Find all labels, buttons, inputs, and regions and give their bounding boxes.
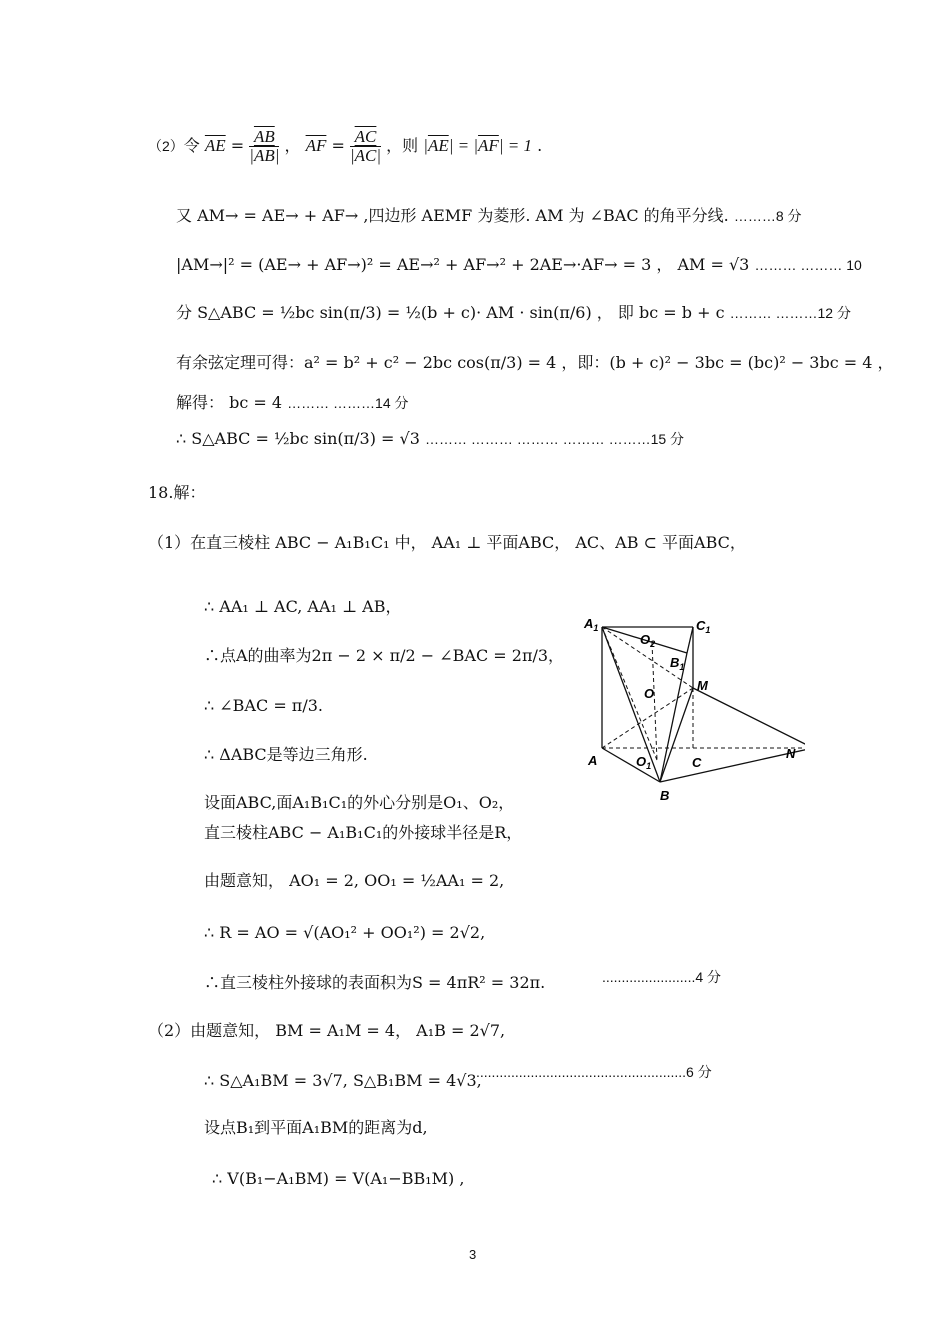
q17-2-line7: ∴ S△ABC = ½bc sin(π/3) = √3 ……… ……… ……… ……… ………15 分	[176, 429, 685, 448]
edge-b-n	[660, 748, 805, 782]
q17-2-line1: （2）令 $\overline{AE}$ = $\frac{\overline{AB}}{|\overline{AB}|}$ ， $\overline{AF}$ = $\frac{\overline{AC}}{|\overline{AC}|}$ ，则 $|\overline{AE}| = |\overline{AF}| = 1$ .	[148, 127, 543, 165]
label-o: O	[644, 686, 655, 701]
q17-2-line5: 有余弦定理可得：a² = b² + c² − 2bc cos(π/3) = 4 ，即：(b + c)² − 3bc = (bc)² − 3bc = 4 ，	[176, 353, 894, 372]
q18-step11: 设点B₁到平面A₁BM的距离为d,	[204, 1118, 428, 1137]
dash-o2-o1	[652, 643, 657, 760]
q18-step9: ∴直三棱柱外接球的表面积为S = 4πR² = 32π.	[204, 973, 546, 992]
label-o2: $O_2$	[640, 632, 656, 649]
q18-step6: 直三棱柱ABC − A₁B₁C₁的外接球半径是R，	[204, 823, 523, 842]
q17-2-line6: 解得： bc = 4 ……… ………14 分	[176, 393, 409, 412]
score-15: ……… ……… ……… ……… ………15 分	[425, 431, 685, 447]
q18-heading: 18.解：	[148, 483, 206, 502]
q18-step5: 设面ABC,面A₁B₁C₁的外心分别是O₁、O₂，	[204, 793, 515, 812]
label-a1: $A_1$	[584, 616, 599, 633]
prism-figure	[580, 610, 805, 810]
score-6: ......................................................6 分	[476, 1064, 712, 1080]
q17-2-line2: 又 AM→ = AE→ + AF→ ,四边形 AEMF 为菱形. AM 为 ∠BAC 的角平分线. ………8 分	[176, 206, 802, 225]
q17-2-line3: |AM→|² = (AE→ + AF→)² = AE→² + AF→² + 2AE→·AF→ = 3 ， AM = √3 ……… ……… 10	[176, 255, 862, 274]
label-c1: $C_1$	[696, 618, 711, 635]
score-12: ……… ………12 分	[729, 305, 851, 321]
q18-step1: ∴ AA₁ ⊥ AC, AA₁ ⊥ AB，	[204, 597, 402, 616]
score-8: ………8 分	[733, 208, 802, 224]
q18-step10: ∴ S△A₁BM = 3√7, S△B₁BM = 4√3,	[204, 1071, 482, 1090]
edge-a1-b	[602, 627, 660, 782]
q18-step3: ∴ ∠BAC = π/3.	[204, 696, 323, 715]
score-14: ……… ………14 分	[287, 395, 409, 411]
label-c: C	[692, 755, 702, 770]
label-a: A	[588, 753, 598, 768]
q18-step8: ∴ R = AO = √(AO₁² + OO₁²) = 2√2,	[204, 923, 486, 942]
q18-part1-intro: （1）在直三棱柱 ABC − A₁B₁C₁ 中， AA₁ ⊥ 平面ABC， AC、AB ⊂ 平面ABC，	[148, 533, 746, 552]
edge-a-b	[602, 748, 660, 782]
page-number: 3	[469, 1247, 477, 1262]
score-4: ........................4 分	[602, 969, 722, 985]
label-b: B	[660, 788, 670, 803]
edge-c1-b1	[687, 627, 693, 653]
label-m: M	[697, 678, 708, 693]
edge-m-n	[693, 688, 805, 748]
q18-step2: ∴点A的曲率为2π − 2 × π/2 − ∠BAC = 2π/3，	[204, 646, 565, 665]
label-n: N	[786, 746, 796, 761]
score-10: ……… ……… 10	[754, 257, 862, 273]
label-o1: $O_1$	[636, 754, 652, 771]
q18-step12: ∴ V(B₁−A₁BM) = V(A₁−BB₁M) ,	[212, 1169, 465, 1188]
q18-step4: ∴ ΔABC是等边三角形.	[204, 745, 368, 764]
label-b1: $B_1$	[670, 655, 685, 672]
q17-2-line4: 分 S△ABC = ½bc sin(π/3) = ½(b + c)· AM · sin(π/6) ， 即 bc = b + c ……… ………12 分	[176, 303, 851, 322]
q18-step7: 由题意知， AO₁ = 2, OO₁ = ½AA₁ = 2,	[204, 871, 505, 890]
q18-part2-intro: （2）由题意知， BM = A₁M = 4， A₁B = 2√7,	[148, 1021, 506, 1040]
